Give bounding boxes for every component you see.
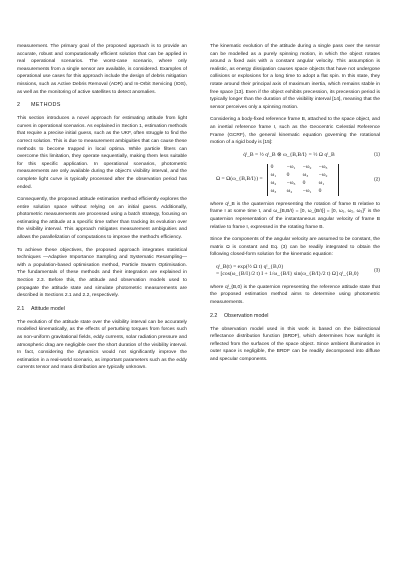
equation-2-number: (2) [374,177,380,183]
matrix-cell: 0 [302,180,306,187]
observation-model-paragraph: The observation model used in this work is based on the bidirectional reflectance distribution function (BRDF), which determines how sunlight is reflected from the surfaces of the space object. Since ambient illumination in outer space is negligible, the BRDF can be readily decomposed into diffuse and specular components. [210,326,380,363]
matrix-cell: 0 [286,172,290,179]
methods-paragraph-3: To achieve these objectives, the proposed approach integrates statistical techniques —Adaptive Importance Sampling and Systematic Resampling— with a population-based optimisation method, Particle Swarm Optimisation. The fundamentals of these methods and their integration are explained in Section 2.3. Before this, the attitude and observation models used to propagate the attitude state and simulate photometric measurements are described in Sections 2.1 and 2.2, respectively. [17,247,187,299]
subsection-title: Observation model [224,312,269,319]
equation-1-number: (1) [374,152,380,158]
closed-form-paragraph: Since the components of the angular velocity are assumed to be constant, the matrix Ω is constant and Eq. (3) can be readily integrated to obtain the following closed-form solution for the kinematic equation: [210,237,380,258]
equation-1 [210,152,380,160]
matrix-cell: ω₁ [270,172,277,179]
reference-attitude-paragraph: where qᴵ_{B,0} is the quaternion representing the reference attitude state that the proposed estimation method aims to determine using photometric measurements. [210,284,380,306]
right-column [210,43,380,369]
intro-paragraph: measurement. The primary goal of the proposed approach is to provide an accurate, robust and computationally efficient solution that can be applied in real operational scenarios. The worst-case scenario, where only measurements from a single sensor are available, is considered. Examples of operational use cases for this approach include the design of debris mitigation missions, such as Active Debris Removal (ADR) and In-Orbit Servicing (IOS), as well as the monitoring of active satellites to detect anomalies. [17,44,187,95]
kinematic-paragraph: The kinematic evolution of the attitude during a single pass over the sensor can be modelled as a purely spinning motion, in which the object rotates around a fixed axis with a constant angular velocity. This assumption is realistic, as energy dissipation causes space objects that have not undergone collisions or explosions for a long time to adopt a flat spin. In this state, they rotate around their principal axis of maximum inertia, which remains stable in free space [13]. Even if the object exhibits precession, its precession period is typically longer than the duration of the visibility interval [14], meaning that the sensor perceives only a spinning motion. [210,44,380,110]
section-2-1-heading [17,306,187,313]
quaternion-definition-paragraph: where qᴵ_B is the quaternion representing the rotation of frame B relative to frame I at some time t, and ω_{B,B/I} = [0, ω_{B/I}] = [0, ω₁, ω₂, ω₃]ᵀ is the quaternion representation of the instantaneous angular velocity of frame B relative to frame I, expressed in the rotating frame B. [210,201,380,230]
matrix-cell: −ω₃ [286,180,296,187]
matrix-cell: −ω₃ [318,164,328,171]
equation-3-line-1: qᴵ_B(t) = exp(½ Ω t) qᴵ_{B,0} [216,263,284,270]
matrix-cell: ω₃ [302,172,309,179]
subsection-number: 2.2 [210,312,218,319]
equation-3-line-2: = [cos(ω_{B/I}/2 t) I + 1/ω_{B/I} sin(ω_{B/I}/2 t) Ω] qᴵ_{B,0} [216,271,360,278]
section-2-2-heading [210,313,380,320]
section-number: 2 [17,102,21,109]
matrix-cell: −ω₂ [318,172,328,179]
subsection-title: Attitude model [31,305,65,312]
methods-paragraph-1: This section introduces a novel approach for estimating attitude from light curves in operational scenarios. As explained in Section 1, estimation methods that require a precise initial guess, such as the UKF, often struggle to find the correct solution. This is due to measurement ambiguities that can cause these methods to become trapped in local optima. While particle filters can overcome this limitation, they operate sequentially, making them less suitable for this specific application. In operational scenarios, photometric measurements are only available during the object's visibility interval, and the complete light curve is typically processed after the observation period has ended. [17,116,187,190]
attitude-model-paragraph: The evolution of the attitude state over the visibility interval can be accurately modelled kinematically, as the effects of perturbing torques from forces such as non-uniform gravitational fields, eddy currents, solar radiation pressure and atmospheric drag are negligible over the short duration of the visibility interval. In fact, considering the dynamics would not significantly improve the estimation in a real-world scenario, as important parameters such as the eddy currents tensor and mass distribution are typically unknown. [17,319,187,371]
matrix-cell: 0 [318,188,322,195]
left-column [17,43,187,377]
matrix-cell: 0 [270,164,274,171]
equation-2-lhs: Ω = Ω(ω_{B,B/I}) = [216,176,263,183]
matrix-cell: −ω₁ [286,164,296,171]
methods-paragraph-2: Consequently, the proposed attitude estimation method efficiently explores the entire solution space without relying on an initial guess. Additionally, photometric measurements are processed using a batch strategy, focusing on estimating the attitude at a specific time rather than tracking its evolution over the visibility interval. This approach mitigates measurement ambiguities and allows the parallelization of computations to improve the method's efficiency. [17,197,187,241]
equation-3-number: (3) [374,268,380,274]
omega-matrix [267,164,339,196]
subsection-number: 2.1 [17,305,25,312]
section-2-heading [17,102,187,109]
matrix-cell: −ω₁ [302,188,312,195]
matrix-cell: ω₂ [286,188,293,195]
reference-frame-paragraph: Considering a body-fixed reference frame B, attached to the space object, and an inertial reference frame I, such as the Geocentric Celestial Reference Frame (GCRF), the general kinematic equation governing the rotational motion of a rigid body is [15]: [210,117,380,146]
matrix-cell: ω₂ [270,180,277,187]
section-title: METHODS [31,102,61,109]
equation-2 [210,164,380,196]
matrix-cell: −ω₂ [302,164,312,171]
matrix-cell: ω₃ [270,188,277,195]
matrix-cell: ω₁ [318,180,325,187]
equation-1-body: q̇ᴵ_B = ½ qᴵ_B ⊗ ω_{B,B/I} = ½ Ω qᴵ_B [243,151,335,158]
equation-3 [210,264,380,279]
